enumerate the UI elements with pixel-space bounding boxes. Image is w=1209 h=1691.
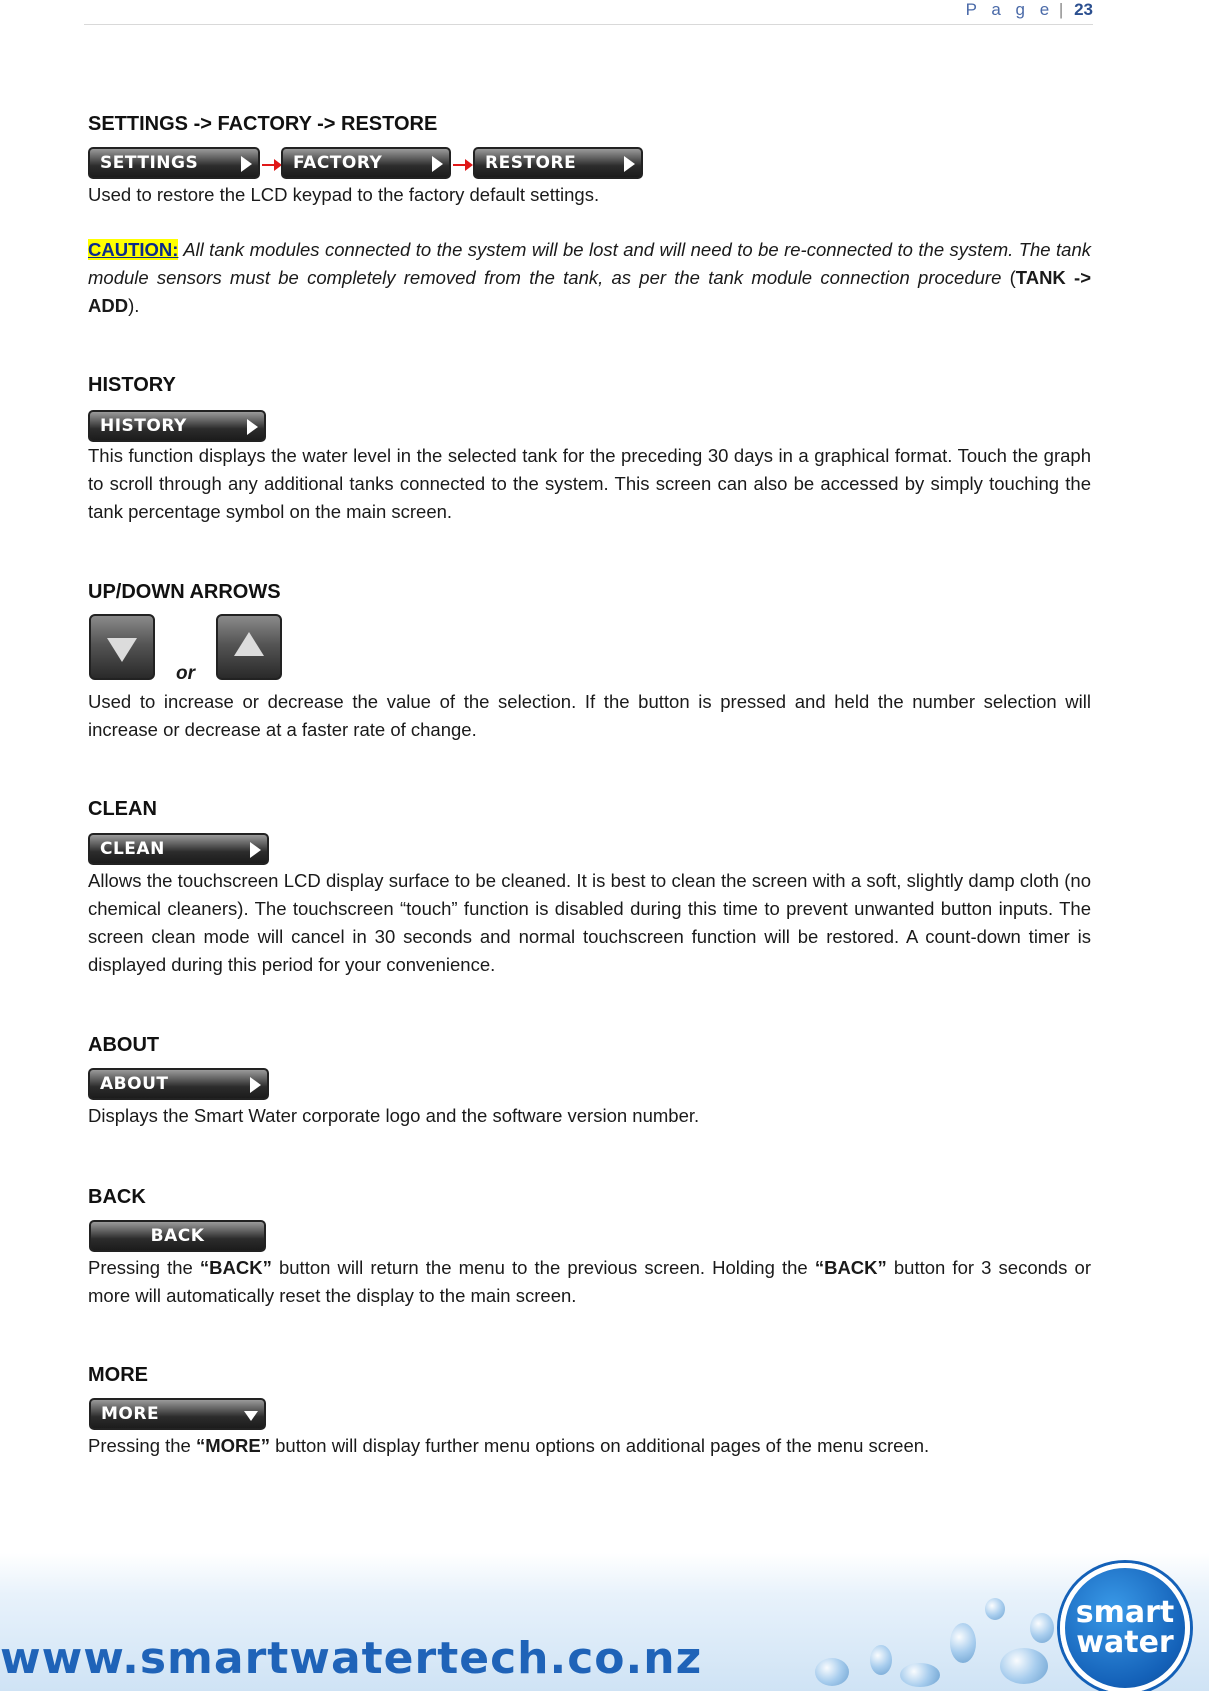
smart-water-logo — [1060, 1563, 1190, 1691]
right-arrow-icon — [624, 156, 635, 172]
water-splash-decoration — [900, 1663, 940, 1687]
logo-line-1: smart — [1075, 1595, 1175, 1630]
caution-paragraph — [88, 236, 1091, 320]
or-label: or — [176, 663, 195, 684]
caution-open: ( — [1001, 267, 1016, 288]
more-button-label: MORE — [101, 1404, 160, 1424]
settings-button-label: SETTINGS — [100, 153, 199, 173]
caution-ref: TANK -> ADD — [88, 267, 1091, 316]
right-arrow-icon — [241, 156, 252, 172]
settings-button-image — [88, 147, 260, 179]
about-heading: ABOUT — [88, 1034, 160, 1056]
about-description: Displays the Smart Water corporate logo and the software version number. — [88, 1105, 700, 1126]
clean-button-image — [88, 833, 269, 865]
arrows-description: Used to increase or decrease the value of the selection. If the button is pressed and held the number selection will increase or decrease at a faster rate of change. — [88, 691, 1091, 740]
history-button-label: HISTORY — [100, 416, 187, 436]
right-arrow-icon — [247, 419, 258, 435]
water-splash-decoration — [950, 1623, 976, 1663]
restore-button-image — [473, 147, 643, 179]
back-text-1: Pressing the — [88, 1257, 200, 1278]
clean-button-label: CLEAN — [100, 839, 165, 859]
caution-close: ). — [128, 295, 140, 316]
footer-banner — [0, 1553, 1209, 1691]
right-arrow-icon — [250, 842, 261, 858]
history-heading: HISTORY — [88, 374, 176, 396]
page-label: P a g e — [965, 0, 1055, 19]
restore-heading: SETTINGS -> FACTORY -> RESTORE — [88, 113, 438, 135]
logo-line-2: water — [1076, 1625, 1174, 1660]
more-text-1: Pressing the — [88, 1435, 196, 1456]
factory-button-label: FACTORY — [293, 153, 383, 173]
up-arrow-icon — [234, 632, 264, 656]
down-arrow-icon — [244, 1411, 258, 1421]
down-arrow-button-image — [89, 614, 155, 680]
right-arrow-icon — [432, 156, 443, 172]
back-description — [88, 1254, 1091, 1310]
history-description: This function displays the water level in the selected tank for the preceding 30 days in a graphical format. Touch the graph to scroll through any additional tanks connected to the system. This screen can also be accessed by simply touching the tank percentage symbol on the main screen. — [88, 445, 1091, 522]
about-button-label: ABOUT — [100, 1074, 169, 1094]
restore-description: Used to restore the LCD keypad to the factory default settings. — [88, 184, 600, 205]
water-splash-decoration — [870, 1645, 892, 1675]
water-splash-decoration — [985, 1598, 1005, 1620]
water-splash-decoration — [1030, 1613, 1054, 1643]
down-arrow-icon — [107, 638, 137, 662]
back-bold-2: “BACK” — [814, 1257, 887, 1278]
clean-description: Allows the touchscreen LCD display surface to be cleaned. It is best to clean the screen with a soft, slightly damp cloth (no chemical cleaners). The touchscreen “touch” function is disabled during this time to prevent unwanted button inputs. The screen clean mode will cancel in 30 seconds and normal touchscreen function will be restored. A count-down timer is displayed during this period for your convenience. — [88, 870, 1091, 975]
more-heading: MORE — [88, 1364, 148, 1386]
more-text-2: button will display further menu options on additional pages of the menu screen. — [269, 1435, 930, 1456]
restore-button-label: RESTORE — [485, 153, 577, 173]
back-text-3: button for 3 seconds or more will automatically reset the display to the main screen. — [88, 1257, 1091, 1306]
back-heading: BACK — [88, 1186, 146, 1208]
red-arrow-icon — [262, 164, 280, 166]
footer-url: www.smartwatertech.co.nz — [0, 1633, 703, 1684]
caution-text: All tank modules connected to the system will be lost and will need to be re-connected to the system. The tank module sensors must be completely removed from the tank, as per the tank module connection procedure — [88, 239, 1091, 288]
back-button-image — [89, 1220, 266, 1252]
right-arrow-icon — [250, 1077, 261, 1093]
water-splash-decoration — [815, 1658, 849, 1686]
more-button-image — [89, 1398, 266, 1430]
page-number: 23 — [1074, 0, 1093, 19]
back-button-label: BACK — [150, 1226, 205, 1246]
page-separator: | — [1058, 0, 1064, 19]
history-button-image — [88, 410, 266, 442]
water-splash-decoration — [1000, 1648, 1048, 1684]
caution-label: CAUTION: — [88, 239, 179, 260]
red-arrow-icon — [453, 164, 471, 166]
more-description — [88, 1432, 1091, 1460]
arrows-heading: UP/DOWN ARROWS — [88, 581, 281, 603]
clean-heading: CLEAN — [88, 798, 157, 820]
factory-button-image — [281, 147, 451, 179]
back-bold-1: “BACK” — [199, 1257, 272, 1278]
back-text-2: button will return the menu to the previous screen. Holding the — [271, 1257, 815, 1278]
about-button-image — [88, 1068, 269, 1100]
page-header — [84, 0, 1093, 25]
up-arrow-button-image — [216, 614, 282, 680]
more-bold-1: “MORE” — [195, 1435, 270, 1456]
